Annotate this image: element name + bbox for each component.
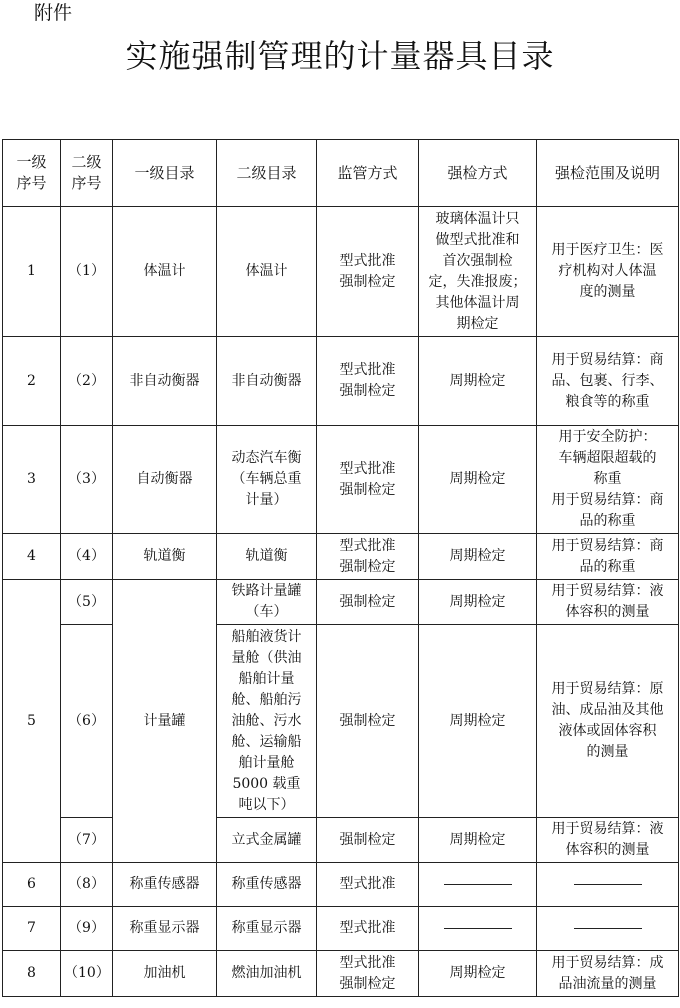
page-title: 实施强制管理的计量器具目录 — [125, 37, 555, 75]
strict-method-empty — [419, 907, 537, 951]
header-strict-method: 强检方式 — [419, 140, 537, 207]
supervision: 强制检定 — [317, 625, 419, 818]
l2-category: 称重显示器 — [217, 907, 317, 951]
catalog-table — [2, 139, 679, 997]
dash-line — [574, 928, 642, 929]
attachment-label: 附件 — [34, 2, 73, 24]
strict-method: 周期检定 — [419, 426, 537, 534]
l2-no: （7） — [61, 818, 113, 863]
strict-method: 周期检定 — [419, 580, 537, 625]
l2-category: 铁路计量罐 （车） — [217, 580, 317, 625]
header-supervision: 监管方式 — [317, 140, 419, 207]
table-row — [3, 863, 679, 907]
scope: 用于贸易结算：成 品油流量的测量 — [537, 951, 679, 997]
header-scope: 强检范围及说明 — [537, 140, 679, 207]
strict-method: 周期检定 — [419, 337, 537, 426]
table-row — [3, 337, 679, 426]
scope: 用于安全防护： 车辆超限超载的 称重 用于贸易结算：商 品的称重 — [537, 426, 679, 534]
table-row — [3, 951, 679, 997]
l1-category: 非自动衡器 — [113, 337, 217, 426]
scope: 用于贸易结算：商 品、包裹、行李、 粮食等的称重 — [537, 337, 679, 426]
l2-category: 称重传感器 — [217, 863, 317, 907]
l2-category: 立式金属罐 — [217, 818, 317, 863]
supervision: 型式批准 强制检定 — [317, 337, 419, 426]
table-row — [3, 625, 679, 818]
strict-method-empty — [419, 863, 537, 907]
l1-no: 5 — [3, 580, 61, 863]
header-l1-no: 一级 序号 — [3, 140, 61, 207]
table-row — [3, 580, 679, 625]
l2-category: 动态汽车衡 （车辆总重 计量） — [217, 426, 317, 534]
dash-line — [574, 884, 642, 885]
scope: 用于贸易结算：商 品的称重 — [537, 534, 679, 580]
l2-no: （9） — [61, 907, 113, 951]
scope: 用于贸易结算：液 体容积的测量 — [537, 580, 679, 625]
l1-no: 3 — [3, 426, 61, 534]
dash-line — [444, 928, 512, 929]
scope-empty — [537, 863, 679, 907]
l2-no: （8） — [61, 863, 113, 907]
dash-line — [444, 884, 512, 885]
l1-no: 8 — [3, 951, 61, 997]
header-l2-category: 二级目录 — [217, 140, 317, 207]
supervision: 型式批准 — [317, 907, 419, 951]
scope: 用于医疗卫生：医 疗机构对人体温 度的测量 — [537, 207, 679, 337]
scope: 用于贸易结算：原 油、成品油及其他 液体或固体容积 的测量 — [537, 625, 679, 818]
l2-category: 非自动衡器 — [217, 337, 317, 426]
l1-category: 加油机 — [113, 951, 217, 997]
strict-method: 玻璃体温计只 做型式批准和 首次强制检 定，失准报废； 其他体温计周 期检定 — [419, 207, 537, 337]
l2-no: （3） — [61, 426, 113, 534]
l1-no: 7 — [3, 907, 61, 951]
l2-no: （2） — [61, 337, 113, 426]
supervision: 型式批准 强制检定 — [317, 534, 419, 580]
l2-no: （5） — [61, 580, 113, 625]
supervision: 型式批准 强制检定 — [317, 951, 419, 997]
scope: 用于贸易结算：液 体容积的测量 — [537, 818, 679, 863]
l1-category: 称重传感器 — [113, 863, 217, 907]
l2-no: （10） — [61, 951, 113, 997]
table-row — [3, 207, 679, 337]
strict-method: 周期检定 — [419, 818, 537, 863]
l2-category: 船舶液货计 量舱（供油 船舶计量 舱、船舶污 油舱、污水 舱、运输船 舶计量舱 5000 载重 吨以下） — [217, 625, 317, 818]
header-l1-category: 一级目录 — [113, 140, 217, 207]
l2-no: （6） — [61, 625, 113, 818]
l1-category: 计量罐 — [113, 580, 217, 863]
l2-category: 体温计 — [217, 207, 317, 337]
supervision: 型式批准 — [317, 863, 419, 907]
l1-no: 6 — [3, 863, 61, 907]
l1-category: 轨道衡 — [113, 534, 217, 580]
table-row — [3, 426, 679, 534]
strict-method: 周期检定 — [419, 625, 537, 818]
supervision: 型式批准 强制检定 — [317, 426, 419, 534]
l2-category: 燃油加油机 — [217, 951, 317, 997]
l2-no: （4） — [61, 534, 113, 580]
table-row — [3, 534, 679, 580]
supervision: 强制检定 — [317, 818, 419, 863]
l1-category: 自动衡器 — [113, 426, 217, 534]
table-row — [3, 818, 679, 863]
l1-category: 称重显示器 — [113, 907, 217, 951]
supervision: 型式批准 强制检定 — [317, 207, 419, 337]
l2-no: （1） — [61, 207, 113, 337]
scope-empty — [537, 907, 679, 951]
supervision: 强制检定 — [317, 580, 419, 625]
l2-category: 轨道衡 — [217, 534, 317, 580]
l1-no: 2 — [3, 337, 61, 426]
header-row — [3, 140, 679, 207]
header-l2-no: 二级 序号 — [61, 140, 113, 207]
strict-method: 周期检定 — [419, 951, 537, 997]
l1-no: 4 — [3, 534, 61, 580]
l1-category: 体温计 — [113, 207, 217, 337]
table-row — [3, 907, 679, 951]
strict-method: 周期检定 — [419, 534, 537, 580]
l1-no: 1 — [3, 207, 61, 337]
